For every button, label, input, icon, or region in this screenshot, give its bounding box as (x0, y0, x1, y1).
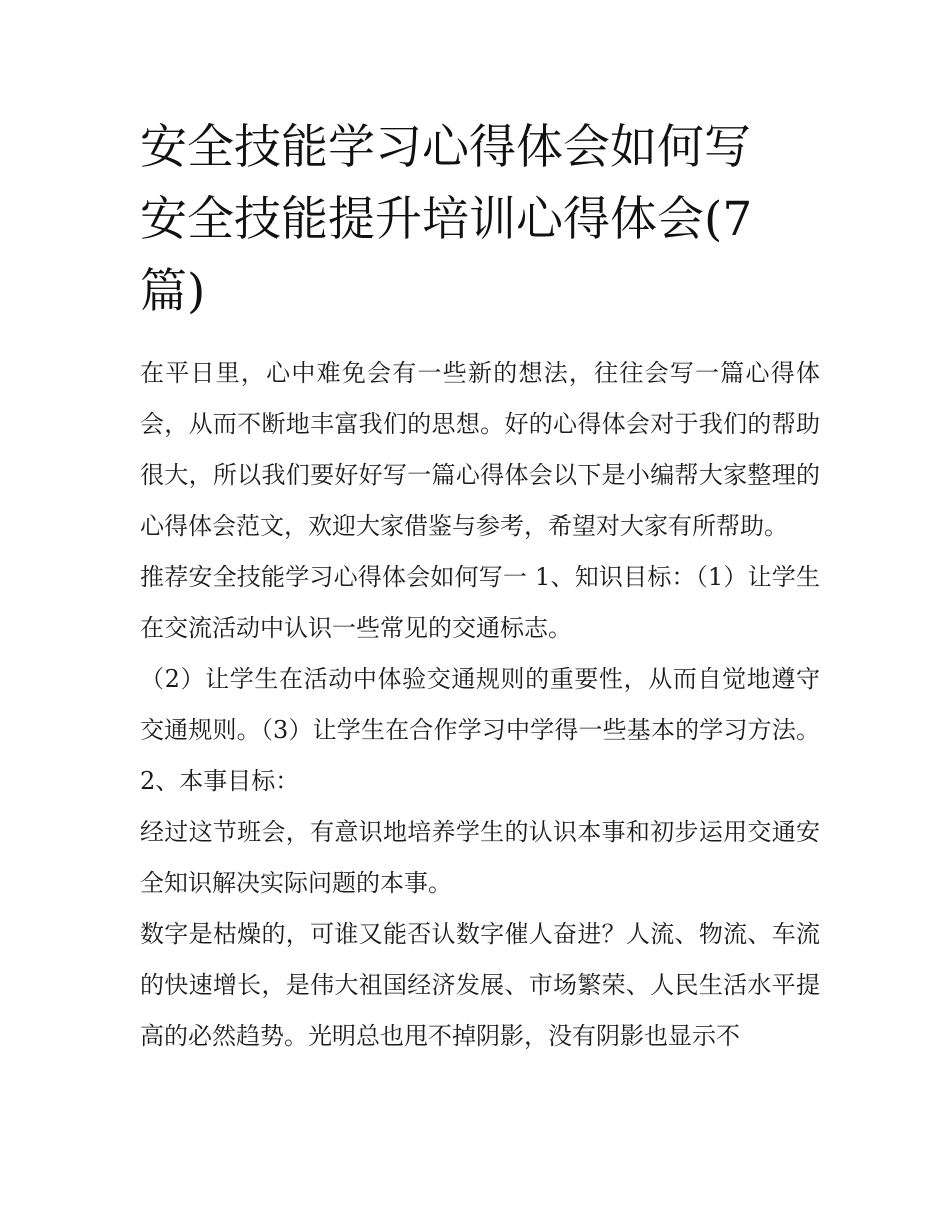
paragraph-rules-goal: （2）让学生在活动中体验交通规则的重要性，从而自觉地遵守交通规则。（3）让学生在合作学习中学得一些基本的学习方法。2、本事目标： (140, 665, 820, 795)
paragraph-knowledge-goal: 推荐安全技能学习心得体会如何写一 1、知识目标：（1）让学生在交流活动中认识一些常见的交通标志。 (140, 563, 820, 642)
paragraph-intro: 在平日里，心中难免会有一些新的想法，往往会写一篇心得体会，从而不断地丰富我们的思想。好的心得体会对于我们的帮助很大，所以我们要好好写一篇心得体会以下是小编帮大家整理的心得体会范文，欢迎大家借鉴与参考，希望对大家有所帮助。 (140, 359, 820, 540)
paragraph-ability-goal: 经过这节班会，有意识地培养学生的认识本事和初步运用交通安全知识解决实际问题的本事。 (140, 818, 820, 897)
document-page (140, 112, 820, 1062)
document-title (140, 112, 820, 328)
paragraph-numbers: 数字是枯燥的，可谁又能否认数字催人奋进？人流、物流、车流的快速增长，是伟大祖国经济发展、市场繁荣、人民生活水平提高的必然趋势。光明总也甩不掉阴影，没有阴影也显示不 (140, 920, 820, 1050)
title-line-2: 安全技能提升培训心得体会(7 (140, 192, 753, 247)
document-body (140, 348, 820, 1062)
title-line-1: 安全技能学习心得体会如何写 (140, 120, 751, 175)
title-line-3: 篇) (140, 264, 206, 319)
